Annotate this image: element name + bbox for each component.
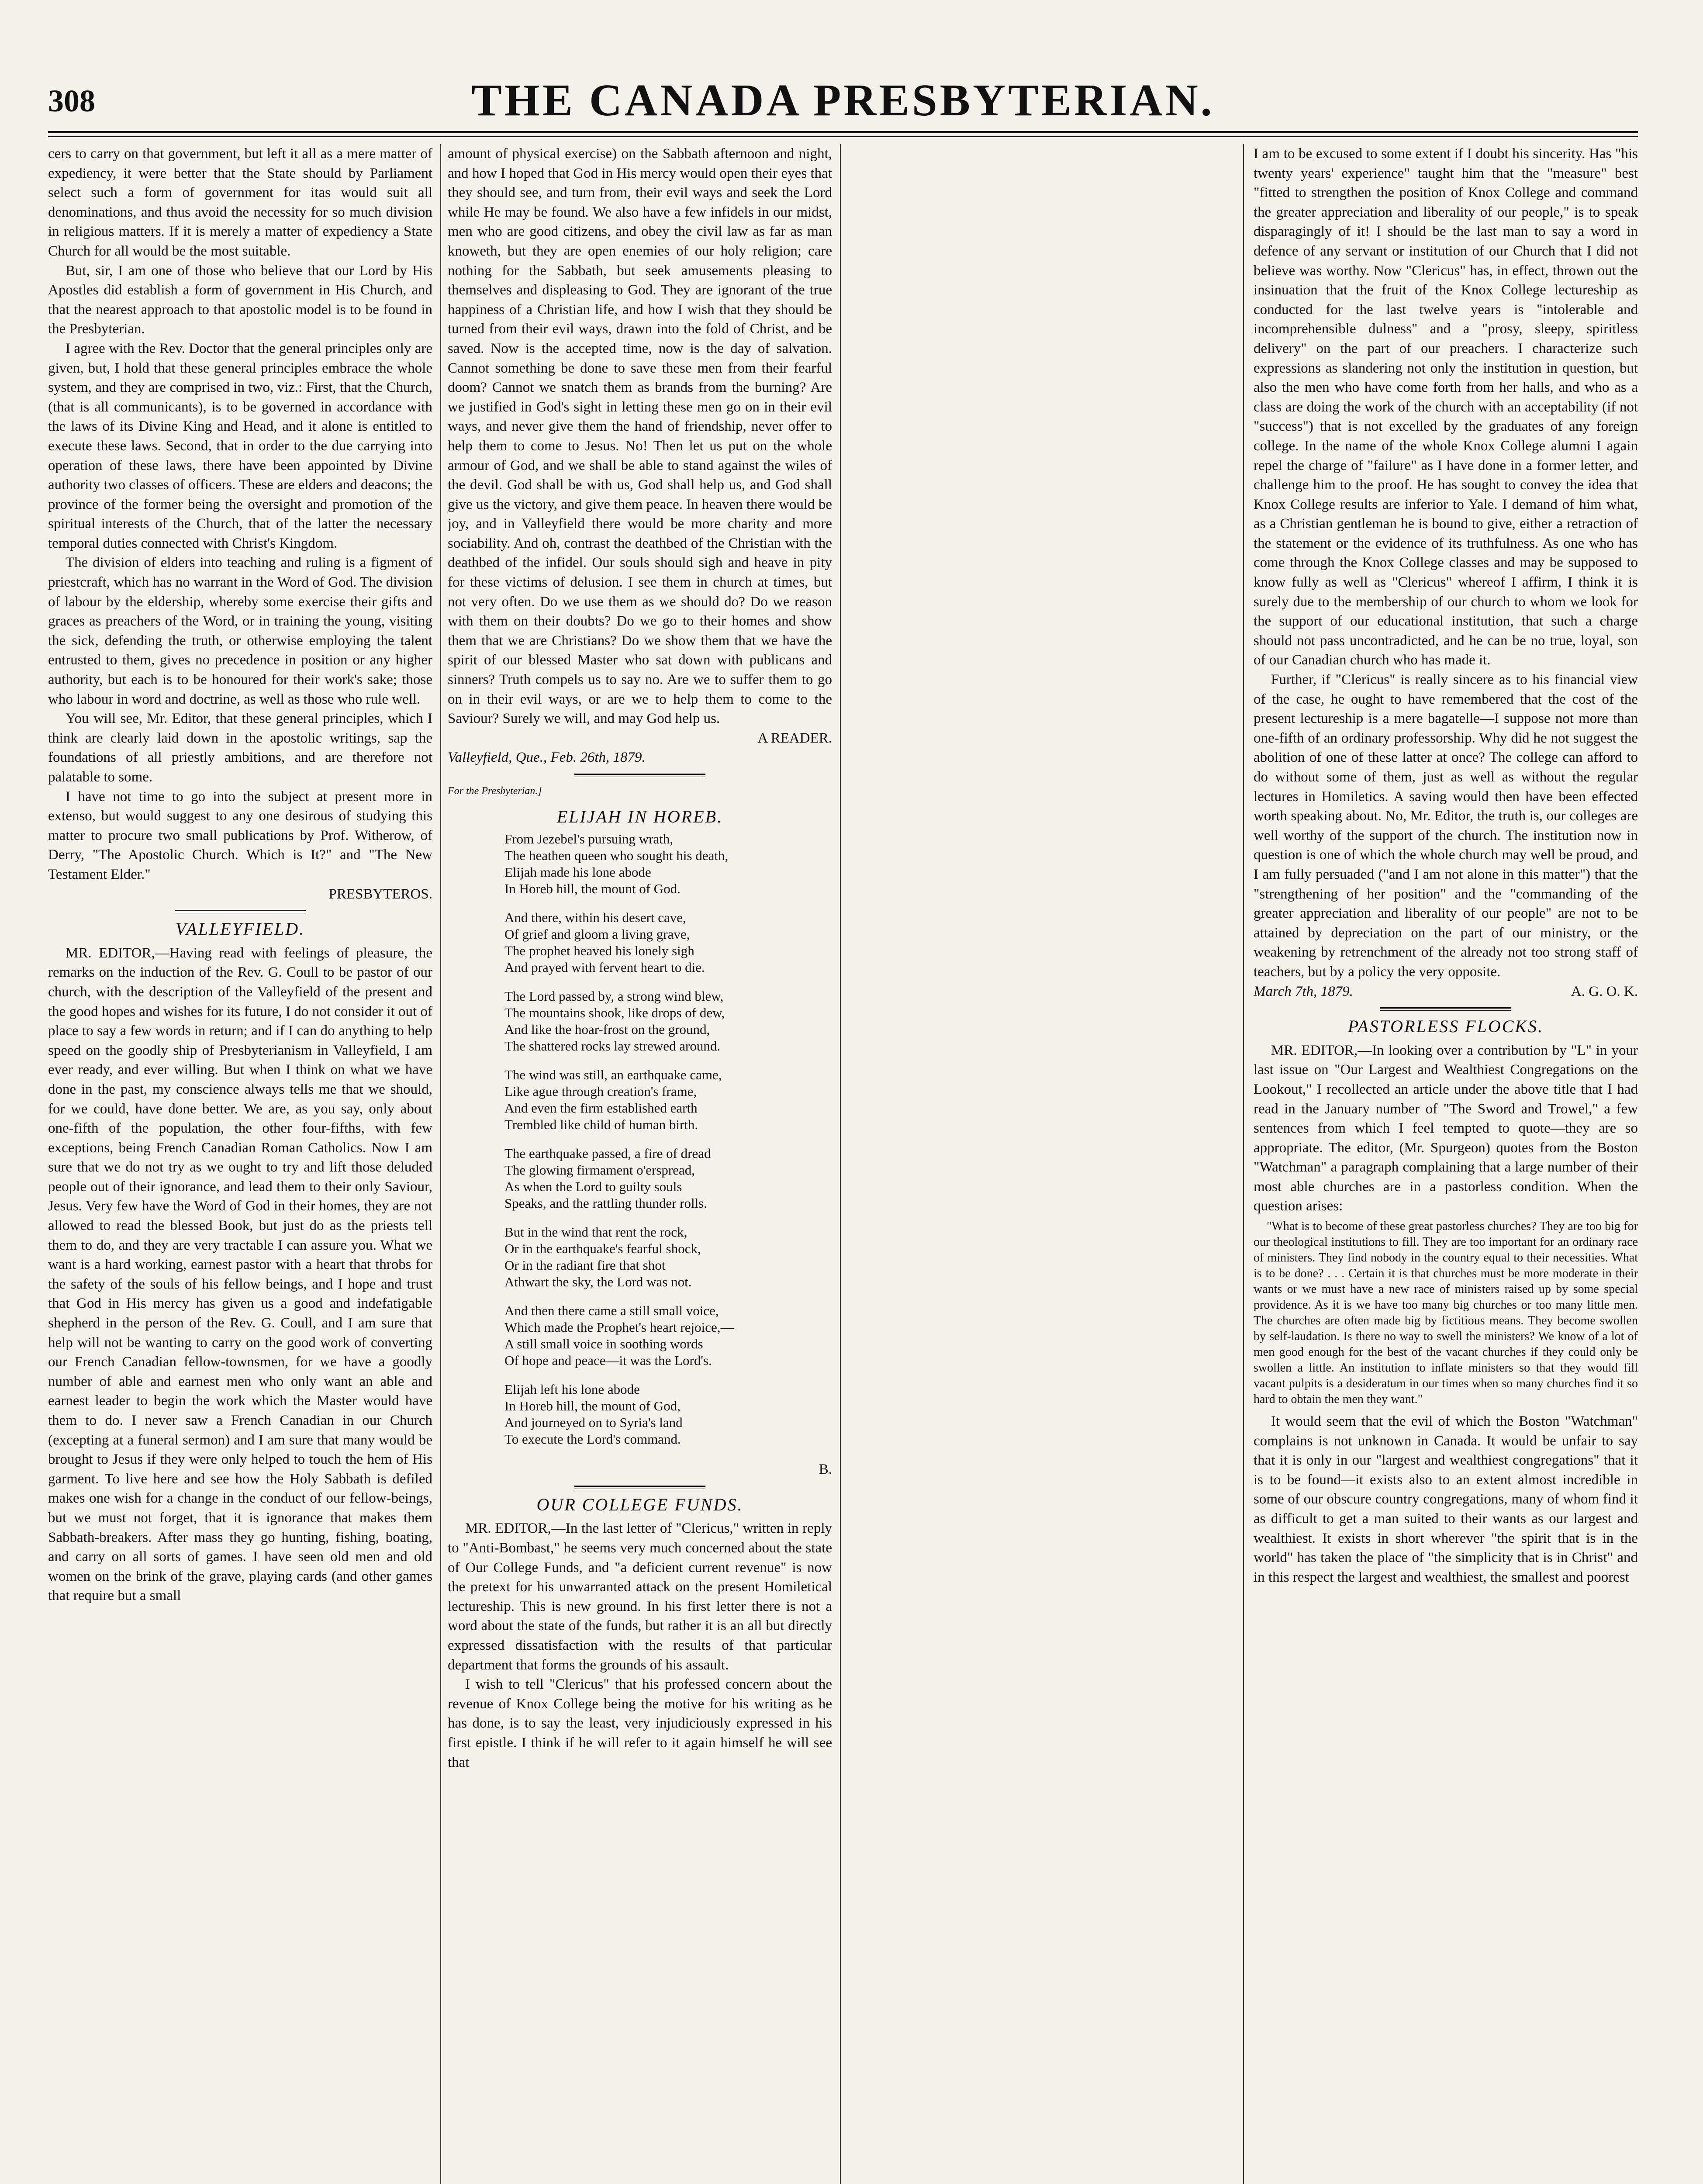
poem-line: In Horeb hill, the mount of God, bbox=[504, 1398, 681, 1414]
poem-signature: B. bbox=[819, 1462, 832, 1478]
column-2 bbox=[448, 144, 832, 2184]
poem-line: And then there came a still small voice, bbox=[504, 1303, 719, 1319]
poem-line: The earthquake passed, a fire of dread bbox=[504, 1146, 711, 1161]
poem-line: Or in the earthquake's fearful shock, bbox=[504, 1241, 701, 1257]
poem-line: Elijah left his lone abode bbox=[504, 1382, 640, 1397]
block-quote: "What is to become of these great pastorless churches? They are too big for our theological institutions to fill. They are too important for an ordinary race of ministers. They find nobody in the country equal to their necessities. What is to be done? . . . Certain it is that churches must be more moderate in their wants or we must have a new race of ministers raised up by some special providence. As it is we have too many big churches or too many little men. The churches are often made big by fictitious means. They become swollen by self-laudation. Is there no way to swell the ministers? We know of a lot of men good enough for the best of the vacant churches if they could only be swollen a little. An institution to inflate ministers so that they would fill vacant pulpits is a desideratum in our times when so many churches find it so hard to obtain the men they want." bbox=[1254, 1220, 1638, 1406]
section-separator bbox=[175, 910, 306, 913]
poem-line: Elijah made his lone abode bbox=[504, 864, 651, 880]
poem-line: A still small voice in soothing words bbox=[504, 1336, 703, 1352]
poem-line: Or in the radiant fire that shot bbox=[504, 1258, 666, 1273]
poem-line: The Lord passed by, a strong wind blew, bbox=[504, 988, 724, 1004]
section-separator bbox=[574, 774, 705, 777]
poem-line: To execute the Lord's command. bbox=[504, 1431, 681, 1447]
paragraph: MR. EDITOR,—In looking over a contribution by "L" in your last issue on "Our Largest and Wealthiest Congregations on the Lookout," I recollected an article under the above title that I had read in the January number of "The Sword and Trowel," a few sentences from which I feel tempted to quote—they are so appropriate. The editor, (Mr. Spurgeon) quotes from the Boston "Watchman" a paragraph complaining that a large number of their most able churches are in a pastorless condition. When the question arises: bbox=[1254, 1042, 1638, 1214]
column-1 bbox=[48, 144, 432, 2184]
column-divider bbox=[440, 144, 441, 2184]
poem-line: And even the firm established earth bbox=[504, 1100, 698, 1116]
paper-title: THE CANADA PRESBYTERIAN. bbox=[471, 75, 1215, 125]
poem-line: Speaks, and the rattling thunder rolls. bbox=[504, 1196, 708, 1211]
masthead-rule-thin bbox=[48, 136, 1638, 137]
section-separator bbox=[1380, 1007, 1511, 1011]
poem-stanza bbox=[504, 1067, 832, 1133]
poem-title: ELIJAH IN HOREB. bbox=[556, 806, 723, 826]
dateline: March 7th, 1879. bbox=[1254, 983, 1353, 999]
paragraph: Further, if "Clericus" is really sincere as to his financial view of the case, he ought to have remembered that the cost of the present lectureship is a mere bagatelle—I suppose not more than one-fifth of an ordinary professorship. Why did he not suggest the abolition of one of these latter at once? The college can afford to do without some of them, just as well as without the regular lectures in Homiletics. A saving would then have been effected worth speaking about. No, Mr. Editor, the truth is, our colleges are well worthy of the support of the church. The institution now in question is one of which the whole church may well be proud, and I am fully persuaded ("and I am not alone in this matter") that the "strengthening of her position" and the "commanding of the greater appreciation and liberality of our people" are not to be attained by depreciation on the part of our ministry, or the weakening by retrenchment of the already not too strong staff of teachers, but by a policy the very opposite. bbox=[1254, 672, 1638, 980]
poem-source: For the Presbyterian.] bbox=[448, 785, 542, 797]
paragraph: cers to carry on that government, but left it all as a mere matter of expediency, it were better that the State should by Parliament select such a form of government for itas would suit all denominations, and thus avoid the necessity for so much division in religious matters. If it is merely a matter of expediency a State Church for all would be the most suitable. bbox=[48, 146, 432, 259]
paragraph: MR. EDITOR,—Having read with feelings of pleasure, the remarks on the induction of the Rev. G. Coull to be pastor of our church, with the description of the Valleyfield of the present and the good hopes and wishes for its future, I do not consider it out of place to say a few words in return; and if I can do anything to help speed on the goodly ship of Presbyterianism in Valleyfield, I am ever ready, and ever willing. But when I think on what we have done in the past, my conscience always tells me that we should, for we could, have done better. We are, as you say, only about one-fifth of the population, the other four-fifths, with few exceptions, being French Canadian Roman Catholics. Now I am sure that we do not try as we ought to try and lift those deluded people out of their ignorance, and lead them to their only Saviour, Jesus. Very few have the Word of God in their homes, they are not allowed to read the blessed Book, but just do as the priests tell them to do, and they are very tractable I can assure you. What we want is a hard working, earnest pastor with a heart that throbs for the safety of the souls of his fellow beings, and I hope and trust that God in His mercy has given us a good and indefatigable shepherd in the person of the Rev. G. Coull, and I am sure that help will not be wanting to carry on the good work of converting our French Canadian fellow-townsmen, for we have a goodly number of able and earnest men who only want an able and earnest leader to begin the work which the Master would have them to do. I never saw a French Canadian in our Church (excepting at a funeral sermon) and I am sure that many would be brought to Jesus if they were only helped to touch the hem of His garment. To live here and see how the Holy Sabbath is defiled makes one wish for a change in the conduct of our fellow-beings, but we must not forget, that it is ignorance that makes them Sabbath-breakers. After mass they go hunting, fishing, boating, and carry on all sorts of games. I have seen old men and old women on the brink of the grave, playing cards (and other games that require but a small bbox=[48, 945, 432, 1604]
masthead-rule bbox=[48, 131, 1638, 133]
page-number: 308 bbox=[48, 83, 95, 118]
paragraph: It would seem that the evil of which the Boston "Watchman" complains is not unknown in Canada. It would be unfair to say that it is only in our "largest and wealthiest congregations" that it is to be found—it exists also to an extent almost incredible in some of our obscure country congregations, many of whom find it as difficult to get a man suited to their wants as our largest and wealthiest. It exists in short wherever "the spirit that is in the world" has taken the place of "the simplicity that is in Christ" and in this respect the largest and wealthiest, the smallest and poorest bbox=[1254, 1413, 1638, 1585]
poem-line: From Jezebel's pursuing wrath, bbox=[504, 831, 674, 847]
article-heading: OUR COLLEGE FUNDS. bbox=[536, 1494, 743, 1514]
poem-line: Like ague through creation's frame, bbox=[504, 1084, 697, 1099]
poem-line: The shattered rocks lay strewed around. bbox=[504, 1038, 721, 1054]
paragraph: I agree with the Rev. Doctor that the general principles only are given, but, I hold that these general principles embrace the whole system, and they are comprised in two, viz.: First, that the Church, (that is all communicants), is to be governed in accordance with the laws of its Divine King and Head, and it alone is entitled to execute these laws. Second, that in order to the due carrying into operation of these laws, there have been appointed by Divine authority two classes of officers. These are elders and deacons; the province of the former being the oversight and promotion of the spiritual interests of the Church, that of the latter the necessary temporal duties connected with Christ's Kingdom. bbox=[48, 340, 432, 551]
section-separator bbox=[574, 1486, 705, 1489]
poem-stanza bbox=[504, 1381, 832, 1448]
paragraph: But, sir, I am one of those who believe that our Lord by His Apostles did establish a form of government in His Church, and that the nearest approach to that apostolic model is to be found in the Presbyterian. bbox=[48, 263, 432, 337]
dateline: Valleyfield, Que., Feb. 26th, 1879. bbox=[448, 750, 646, 766]
poem-line: And prayed with fervent heart to die. bbox=[504, 960, 705, 975]
poem-stanza bbox=[504, 909, 832, 976]
article-heading: PASTORLESS FLOCKS. bbox=[1347, 1016, 1544, 1037]
paragraph: You will see, Mr. Editor, that these general principles, which I think are clearly laid down in the apostolic writings, sap the foundations of all priestly ambitions, and are therefore not palatable to some. bbox=[48, 711, 432, 785]
paragraph: amount of physical exercise) on the Sabbath afternoon and night, and how I hoped that God in His mercy would open their eyes that they should see, and turn from, their evil ways and seek the Lord while He may be found. We also have a few infidels in our midst, men who are good citizens, and obey the civil law as far as man knoweth, but they are open enemies of our holy religion; care nothing for the Sabbath, but seek amusements pleasing to themselves and displeasing to God. They are ignorant of the true happiness of a Christian life, and how I wish that they should be turned from their evil ways, drawn into the fold of Christ, and be saved. Now is the accepted time, now is the day of salvation. Cannot something be done to save these men from their fearful doom? Cannot we snatch them as brands from the burning? Are we justified in God's sight in letting these men go on in their evil ways, and never give them the hand of friendship, never offer to help them to come to Jesus. No! Then let us put on the whole armour of God, and we shall be able to stand against the wiles of the devil. God shall be with us, God shall help us, and God shall give us the victory, and give them peace. In heaven there would be joy, and in Valleyfield there would be more charity and more sociability. And oh, contrast the deathbed of the Christian with the deathbed of the infidel. Our souls should sigh and heave in pity for these victims of delusion. I see them in church at times, but not very often. Do we use them as we should do? Do we reason with them on their doubts? Do we go to their homes and show them that we are Christians? Do we show them that we have the spirit of our blessed Master who sat down with publicans and sinners? Truth compels us to say no. Are we to suffer them to go on in their evil ways, or are we to help them to come to the Saviour? Surely we will, and may God help us. bbox=[448, 146, 832, 727]
poem-line: And journeyed on to Syria's land bbox=[504, 1415, 683, 1431]
masthead bbox=[48, 66, 1638, 131]
poem-line: The wind was still, an earthquake came, bbox=[504, 1067, 722, 1083]
poem-line: Of grief and gloom a living grave, bbox=[504, 926, 690, 942]
poem-line: And like the hoar-frost on the ground, bbox=[504, 1022, 710, 1037]
poem-line: The heathen queen who sought his death, bbox=[504, 848, 729, 864]
column-divider bbox=[1243, 144, 1244, 2184]
paragraph: I have not time to go into the subject at present more in extenso, but would suggest to any one desirous of studying this matter to procure two small publications by Prof. Witherow, of Derry, "The Apostolic Church. Which is It?" and "The New Testament Elder." bbox=[48, 788, 432, 882]
poem-line: The glowing firmament o'erspread, bbox=[504, 1162, 695, 1178]
poem-stanza bbox=[504, 831, 832, 897]
poem-stanza bbox=[504, 1224, 832, 1290]
poem-stanza bbox=[504, 1303, 832, 1369]
poem-stanza bbox=[504, 1145, 832, 1212]
paragraph: The division of elders into teaching and ruling is a figment of priestcraft, which has no warrant in the Word of God. The division of labour by the eldership, whereby some exercise their gifts and graces as preachers of the Word, or in training the young, visiting the sick, defending the truth, or otherwise employing the talent entrusted to them, gives no precedence in position or any higher authority, but each is to be honoured for their work's sake; those who labour in word and doctrine, as well as those who rule well. bbox=[48, 555, 432, 707]
column-3 bbox=[1254, 144, 1638, 2184]
poem-line: Of hope and peace—it was the Lord's. bbox=[504, 1353, 712, 1368]
paragraph: I wish to tell "Clericus" that his professed concern about the revenue of Knox College being the motive for his writing as he has done, is to say the least, very injudiciously expressed in his first epistle. I think if he will refer to it again himself he will see that bbox=[448, 1676, 832, 1770]
poem-line: And there, within his desert cave, bbox=[504, 910, 686, 926]
paragraph: MR. EDITOR,—In the last letter of "Clericus," written in reply to "Anti-Bombast," he seems very much concerned about the state of Our College Funds, and "a deficient current revenue" is now the pretext for his unwarranted attack on the present Homiletical lectureship. This is new ground. In his first letter there is not a word about the state of the funds, but rather it is an all but directly expressed dissatisfaction with the results of that particular department that forms the grounds of his assault. bbox=[448, 1521, 832, 1673]
paragraph: I am to be excused to some extent if I doubt his sincerity. Has "his twenty years' experience" taught him that the "measure" best "fitted to strengthen the position of Knox College and command the greater appreciation and liberality of our people," is to speak disparagingly of it! I should be the last man to say a word in defence of any servant or institution of our Church that I did not believe was worthy. Now "Clericus" has, in effect, thrown out the insinuation that the fruit of the Knox College lectureship as conducted for the last twelve years is "intolerable and incomprehensible dulness" and a "prosy, sleepy, spiritless delivery" on the part of our preachers. I characterize such expressions as slandering not only the institution in question, but also the men who have come forth from her halls, and who as a class are doing the work of the church with an acceptability (if not "success") that is not excelled by the graduates of any foreign college. In the name of the whole Knox College alumni I again repel the charge of "failure" as I have done in a former letter, and challenge him to the proof. He has sought to convey the idea that Knox College results are inferior to Yale. I demand of him what, as a Christian gentleman he is bound to give, either a retraction of the statement or the evidence of its truthfulness. As one who has come through the Knox College classes and may be supposed to know fully as well as "Clericus" whereof I affirm, I think it is surely due to the membership of our church to whom we look for the support of our educational institution, that such a charge should not pass uncontradicted, and he can be no true, loyal, son of our Canadian church who has made it. bbox=[1254, 146, 1638, 668]
dateline-row bbox=[1254, 982, 1638, 1002]
poem-line: Which made the Prophet's heart rejoice,— bbox=[504, 1320, 734, 1335]
poem-line: Trembled like child of human birth. bbox=[504, 1117, 698, 1133]
signature: PRESBYTEROS. bbox=[328, 886, 432, 902]
signature: A. G. O. K. bbox=[1571, 983, 1638, 999]
poem-line: But in the wind that rent the rock, bbox=[504, 1224, 687, 1240]
poem-line: The prophet heaved his lonely sigh bbox=[504, 943, 694, 959]
poem-stanza bbox=[504, 988, 832, 1054]
article-heading: VALLEYFIELD. bbox=[175, 919, 305, 939]
column-divider bbox=[840, 144, 841, 2184]
signature: A READER. bbox=[757, 730, 832, 746]
poem-line: As when the Lord to guilty souls bbox=[504, 1179, 682, 1195]
poem-line: The mountains shook, like drops of dew, bbox=[504, 1005, 725, 1021]
poem-line: Athwart the sky, the Lord was not. bbox=[504, 1274, 692, 1290]
poem-line: In Horeb hill, the mount of God. bbox=[504, 881, 681, 897]
poem bbox=[448, 831, 832, 1448]
